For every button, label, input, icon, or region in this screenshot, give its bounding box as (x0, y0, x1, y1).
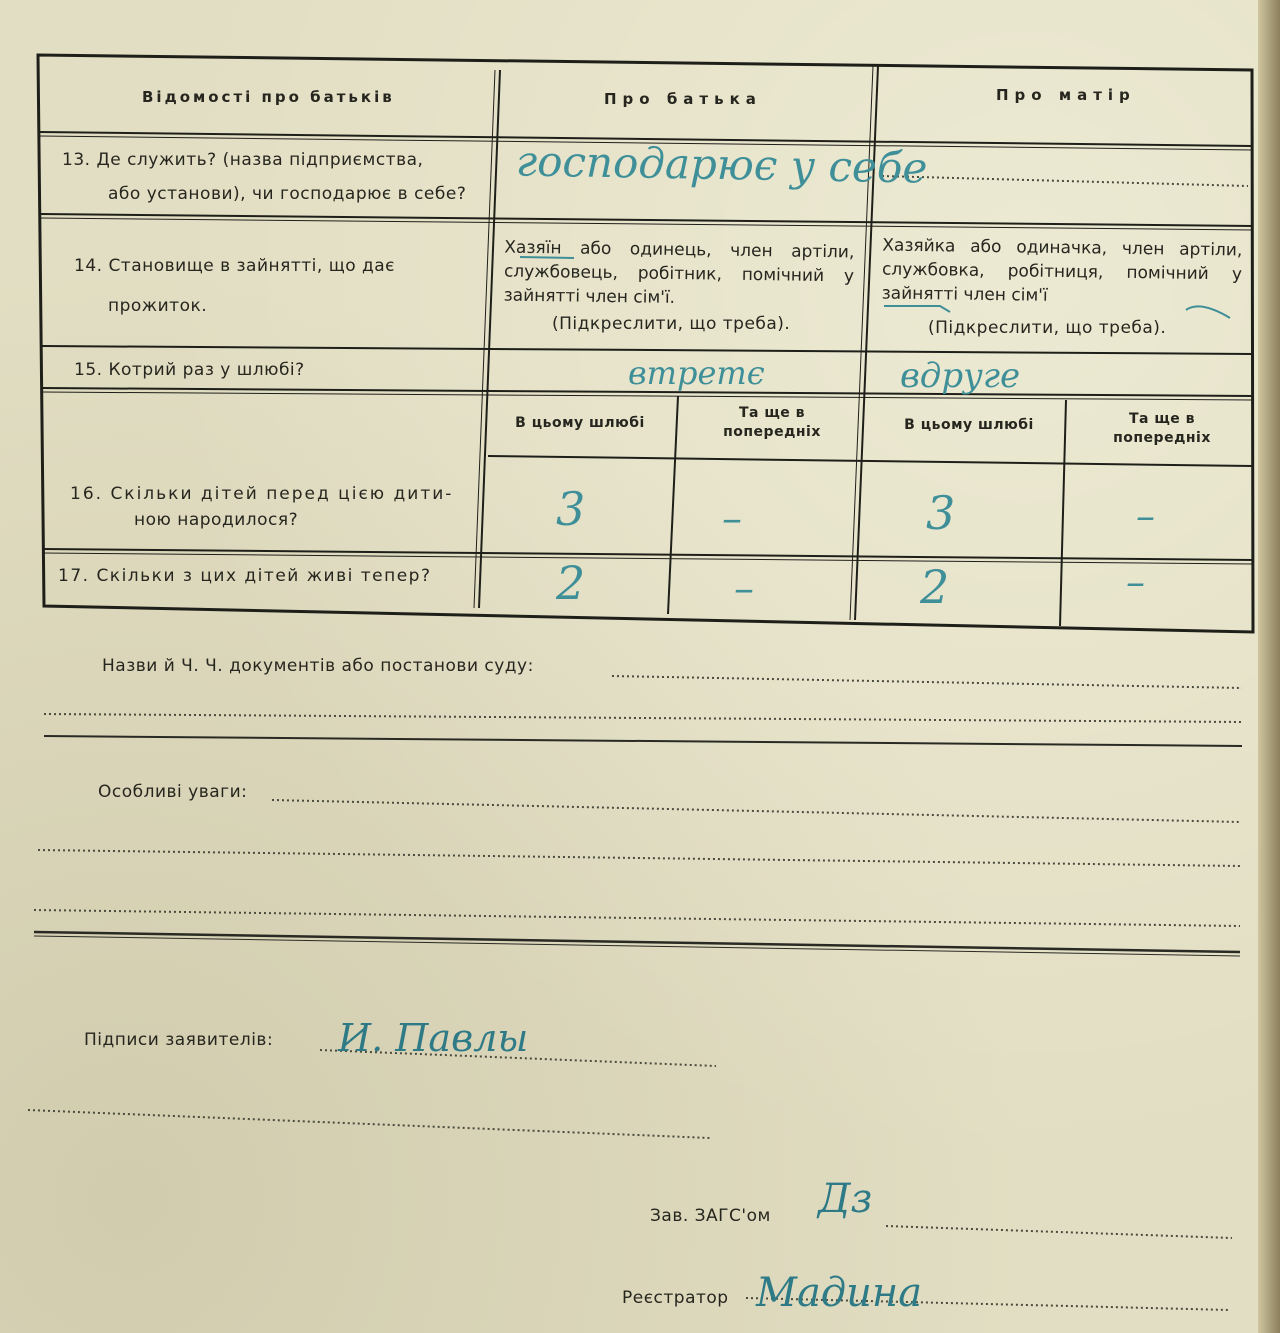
row15-question: 15. Котрий раз у шлюбі? (74, 360, 305, 380)
row16-mother-prev: – (1136, 494, 1155, 538)
row16-mother-sub-prev: Та ще в попередніх (1113, 411, 1211, 446)
applicant-signature: И. Павлы (338, 1016, 529, 1060)
row16-father-this: 3 (556, 482, 586, 536)
row16-question-line1: 16. Скільки дітей перед цією дити- (70, 484, 454, 504)
row13-question-line1: 13. Де служить? (назва підприємства, (62, 150, 424, 170)
registrar-signature: Мадина (756, 1270, 923, 1316)
row16-father-sub-prev: Та ще в попередніх (723, 405, 821, 440)
row13-answer: господарює у себе (515, 136, 928, 193)
row17-father-prev: – (734, 566, 754, 612)
header-col2: Про батька (604, 90, 762, 108)
row16-mother-sub-this: В цьому шлюбі (904, 417, 1034, 433)
header-col3: Про матір (996, 86, 1136, 104)
row14-question-line2: прожиток. (108, 296, 208, 316)
zags-label: Зав. ЗАГС'ом (650, 1206, 771, 1226)
row16-question-line2: ною народилося? (134, 510, 299, 530)
signatures-label: Підписи заявителів: (84, 1030, 274, 1050)
row14-question-line1: 14. Становище в зайнятті, що дає (74, 256, 396, 276)
header-col1: Відомості про батьків (142, 88, 395, 106)
row17-father-this: 2 (556, 556, 586, 610)
row15-father-answer: втретє (628, 354, 765, 392)
zags-signature: Дз (818, 1176, 873, 1222)
row14-mother-text: Хазяйка або одиначка, член артіли, службовка, робітниця, помічний у зайнятті член сім'ї (881, 235, 1243, 306)
row16-father-sub-this: В цьому шлюбі (515, 415, 645, 431)
row16-father-prev: – (722, 496, 742, 542)
documents-label: Назви й Ч. Ч. документів або постанови суду: (102, 656, 534, 676)
row17-mother-this: 2 (920, 560, 950, 614)
row14-father-text: Хазяїн або одинець, член артіли, службовець, робітник, помічний у зайнятті член сім'ї. (503, 237, 855, 308)
row15-mother-answer: вдруге (900, 356, 1021, 396)
row13-question-line2: або установи), чи господарює в себе? (108, 184, 467, 204)
row14-father-note: (Підкреслити, що треба). (552, 314, 791, 334)
row17-question: 17. Скільки з цих дітей живі тепер? (58, 566, 432, 586)
registrar-label: Реєстратор (622, 1288, 729, 1308)
row14-mother-note: (Підкреслити, що треба). (928, 318, 1167, 338)
row17-mother-prev: – (1126, 560, 1145, 604)
remarks-label: Особливі уваги: (98, 782, 248, 802)
row16-mother-this: 3 (926, 486, 956, 540)
